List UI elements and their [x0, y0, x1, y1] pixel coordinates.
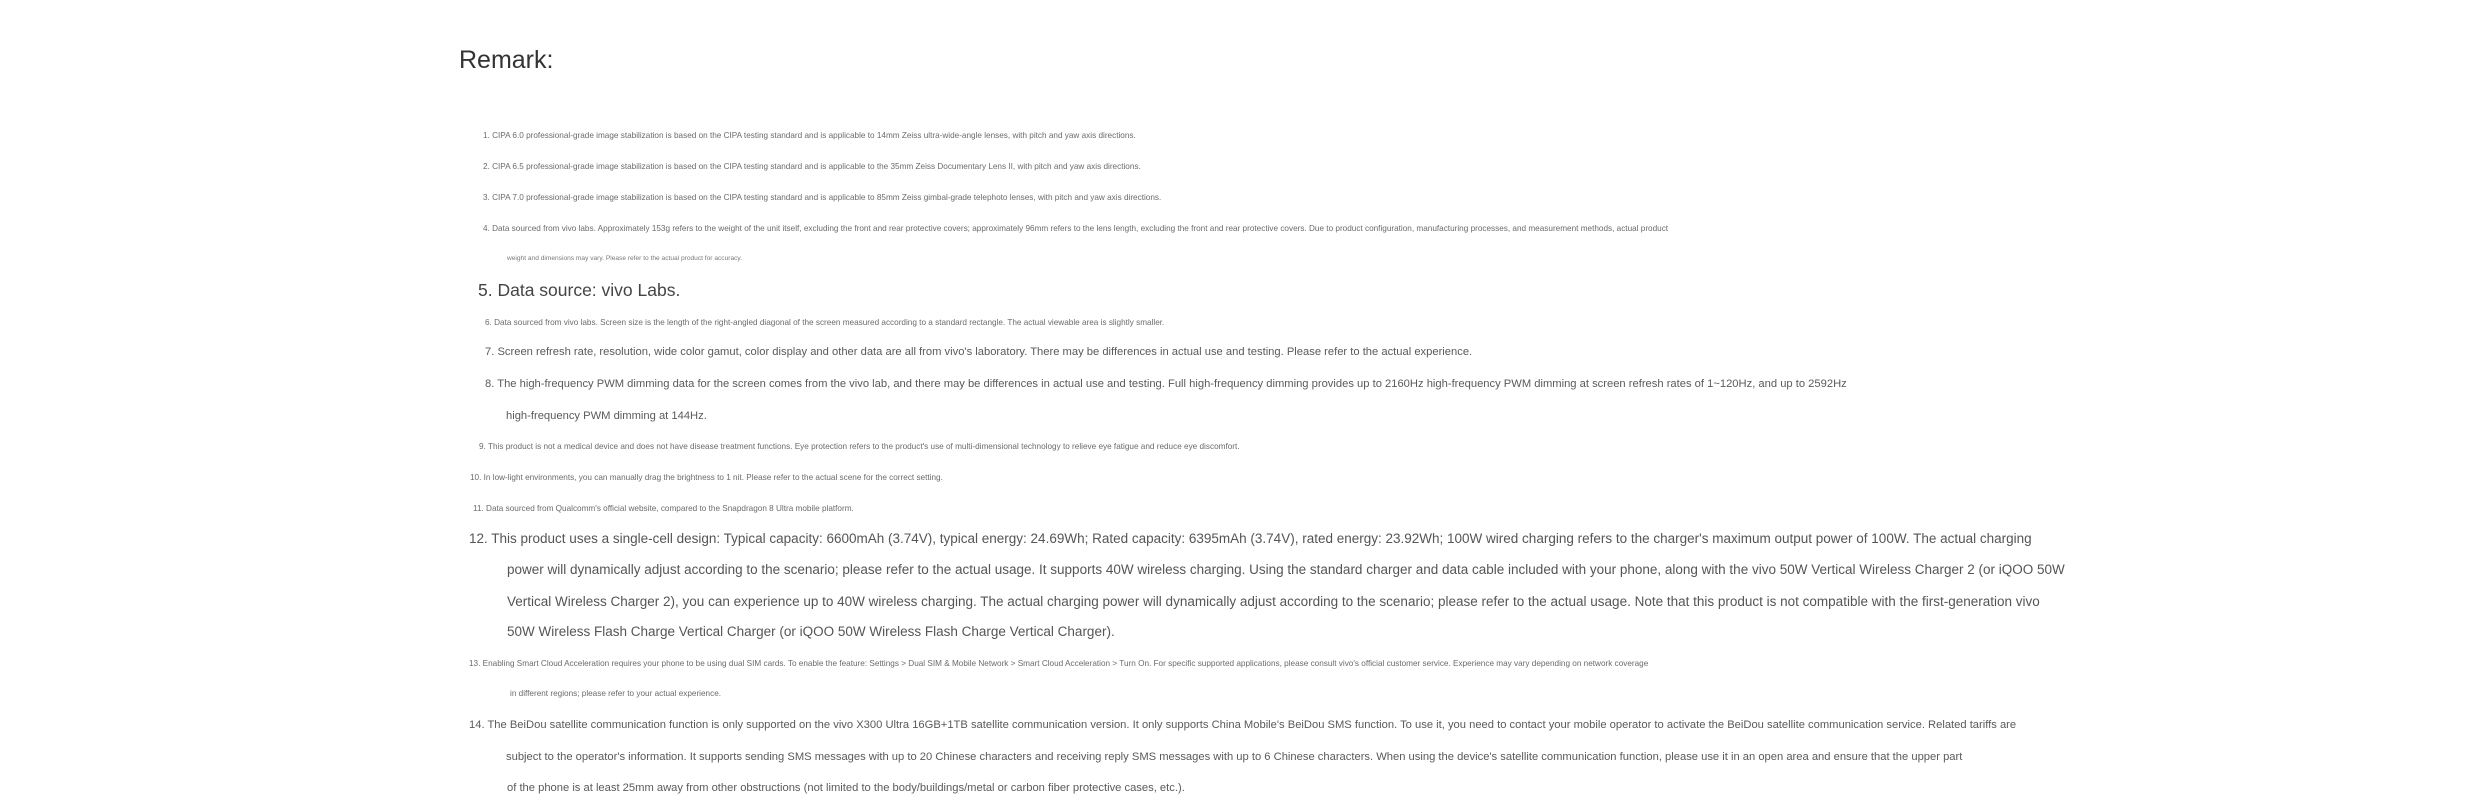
remark-item-6: 6. Data sourced from vivo labs. Screen size is the length of the right-angled diagonal of the screen measured according to a standard rectangle. The actual viewable area is slightly smaller. — [485, 318, 1165, 327]
remark-item-10: 10. In low-light environments, you can manually drag the brightness to 1 nit. Please refer to the actual scene for the correct setting. — [470, 473, 943, 482]
remark-item-4-line-1: 4. Data sourced from vivo labs. Approximately 153g refers to the weight of the unit itself, excluding the front and rear protective covers; approximately 96mm refers to the lens length, excluding the front and rear protective covers. Due to product configuration, manufacturing processes, and measurement methods, actual product — [483, 224, 1669, 233]
remark-item-12-line-3: Vertical Wireless Charger 2), you can experience up to 40W wireless charging. The actual charging power will dynamically adjust according to the scenario; please refer to the actual usage. Note that this product is not compatible with the first-generation vivo — [507, 594, 2040, 609]
remark-item-9: 9. This product is not a medical device and does not have disease treatment functions. Eye protection refers to the product's use of multi-dimensional technology to relieve eye fatigue and reduce eye discomfort. — [479, 442, 1240, 451]
remark-item-14-line-2: subject to the operator's information. It supports sending SMS messages with up to 20 Chinese characters and receiving reply SMS messages with up to 6 Chinese characters. When using the device's satellite communication function, please use it in an open area and ensure that the upper part — [506, 751, 1963, 763]
remark-item-8-line-1: 8. The high-frequency PWM dimming data for the screen comes from the vivo lab, and there may be differences in actual use and testing. Full high-frequency dimming provides up to 2160Hz high-frequency PWM dimming at screen refresh rates of 1~120Hz, and up to 2592Hz — [485, 378, 1847, 390]
remark-item-8-line-2: high-frequency PWM dimming at 144Hz. — [506, 410, 707, 422]
remark-item-14-line-3: of the phone is at least 25mm away from other obstructions (not limited to the body/buildings/metal or carbon fiber protective cases, etc.). — [507, 782, 1185, 794]
remark-item-2: 2. CIPA 6.5 professional-grade image stabilization is based on the CIPA testing standard and is applicable to the 35mm Zeiss Documentary Lens II, with pitch and yaw axis directions. — [483, 162, 1141, 171]
remark-item-4-line-2: weight and dimensions may vary. Please refer to the actual product for accuracy. — [507, 255, 743, 262]
remark-item-12-line-1: 12. This product uses a single-cell design: Typical capacity: 6600mAh (3.74V), typical energy: 24.69Wh; Rated capacity: 6395mAh (3.74V), rated energy: 23.92Wh; 100W wired charging refers to the charger's maximum output power of 100W. The actual charging — [469, 531, 2032, 546]
remark-item-11: 11. Data sourced from Qualcomm's official website, compared to the Snapdragon 8 Ultra mobile platform. — [473, 504, 854, 513]
remark-item-12-line-2: power will dynamically adjust according to the scenario; please refer to the actual usage. It supports 40W wireless charging. Using the standard charger and data cable included with your phone, along with the vivo 50W Vertical Wireless Charger 2 (or iQOO 50W — [507, 562, 2065, 577]
remark-item-12-line-4: 50W Wireless Flash Charge Vertical Charger (or iQOO 50W Wireless Flash Charge Vertical Charger). — [507, 624, 1115, 639]
remark-item-5: 5. Data source: vivo Labs. — [478, 280, 681, 300]
remark-item-13-line-1: 13. Enabling Smart Cloud Acceleration requires your phone to be using dual SIM cards. To enable the feature: Settings > Dual SIM & Mobile Network > Smart Cloud Acceleration > Turn On. For specific supported applications, please consult vivo's official customer service. Experience may vary depending on network coverage — [469, 659, 1649, 668]
remark-item-3: 3. CIPA 7.0 professional-grade image stabilization is based on the CIPA testing standard and is applicable to 85mm Zeiss gimbal-grade telephoto lenses, with pitch and yaw axis directions. — [483, 193, 1162, 202]
remark-item-14-line-1: 14. The BeiDou satellite communication function is only supported on the vivo X300 Ultra 16GB+1TB satellite communication version. It only supports China Mobile's BeiDou SMS function. To use it, you need to contact your mobile operator to activate the BeiDou satellite communication service. Related tariffs are — [469, 719, 2017, 731]
remark-item-13-line-2: in different regions; please refer to your actual experience. — [510, 689, 722, 698]
remark-title: Remark: — [459, 46, 554, 74]
remark-item-7: 7. Screen refresh rate, resolution, wide color gamut, color display and other data are all from vivo's laboratory. There may be differences in actual use and testing. Please refer to the actual experience. — [485, 346, 1473, 358]
remark-item-1: 1. CIPA 6.0 professional-grade image stabilization is based on the CIPA testing standard and is applicable to 14mm Zeiss ultra-wide-angle lenses, with pitch and yaw axis directions. — [483, 131, 1136, 140]
